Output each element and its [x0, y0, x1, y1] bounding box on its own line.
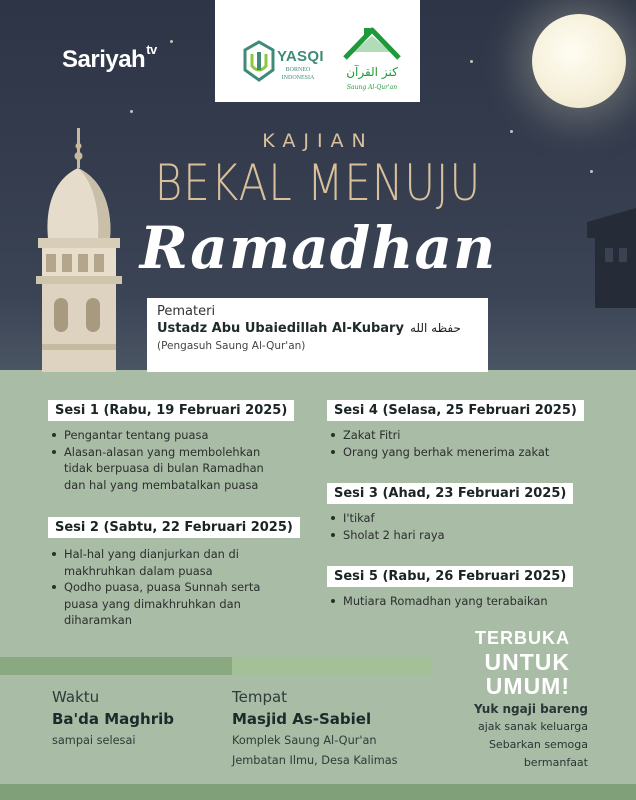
list-item: Mutiara Romadhan yang terabaikan — [327, 593, 597, 610]
star-icon — [470, 60, 473, 63]
session-1-title: Sesi 1 (Rabu, 19 Februari 2025) — [48, 400, 294, 421]
speaker-name-row — [157, 321, 478, 336]
session-5 — [327, 565, 597, 610]
event-title-line2: Ramadhan — [139, 214, 497, 282]
place-address-1: Komplek Saung Al-Qur'an — [232, 734, 377, 747]
list-item: Alasan-alasan yang membolehkan — [48, 444, 318, 461]
session-4-topics — [327, 427, 597, 460]
list-item-continuation: dan hal yang membatalkan puasa — [64, 477, 259, 492]
session-1 — [48, 399, 318, 493]
session-3-topics — [327, 510, 597, 543]
footer-band — [0, 657, 432, 675]
list-item-continuation: tidak berpuasa di bulan Ramadhan — [64, 461, 264, 475]
bottom-band — [0, 784, 636, 800]
event-kicker: KAJIAN — [262, 130, 374, 152]
saung-alquran-logo-icon — [339, 24, 405, 96]
speaker-honorific: حفظه الله — [409, 321, 461, 335]
session-2-topics — [48, 546, 318, 629]
invite-line4: bermanfaat — [523, 756, 588, 769]
invite-line3: Sebarkan semoga — [488, 738, 588, 751]
partner-logos — [215, 0, 420, 102]
invite-line1: Yuk ngaji bareng — [473, 702, 588, 716]
session-3 — [327, 482, 597, 543]
saung-arabic-text: كنز القرآن — [346, 65, 398, 79]
star-icon — [130, 110, 133, 113]
yasqi-name: YASQI — [277, 48, 324, 65]
star-icon — [170, 40, 173, 43]
footer-band-highlight — [232, 657, 432, 675]
invitation-text — [420, 700, 588, 772]
list-item-continuation: makhruhkan dalam puasa — [64, 563, 213, 578]
open-public-line2: UNTUK — [484, 649, 570, 675]
speaker-name: Ustadz Abu Ubaiedillah Al-Kubary — [157, 321, 404, 336]
session-5-title: Sesi 5 (Rabu, 26 Februari 2025) — [327, 566, 573, 587]
list-item: Pengantar tentang puasa — [48, 427, 318, 444]
list-item: Hal-hal yang dianjurkan dan di — [48, 546, 318, 563]
speaker-role: (Pengasuh Saung Al-Qur'an) — [157, 340, 306, 352]
time-note: sampai selesai — [52, 734, 136, 747]
session-2 — [48, 516, 318, 629]
time-value: Ba'da Maghrib — [52, 710, 174, 728]
open-public-line1: TERBUKA — [475, 628, 570, 648]
yasqi-emblem-icon — [243, 40, 275, 82]
session-4-title: Sesi 4 (Selasa, 25 Februari 2025) — [327, 400, 584, 421]
event-title-line1: BEKAL MENUJU — [154, 154, 482, 212]
open-public-banner — [440, 626, 632, 698]
session-5-topics — [327, 593, 597, 610]
list-item: I'tikaf — [327, 510, 597, 527]
place-address-2: Jembatan Ilmu, Desa Kalimas — [232, 754, 398, 767]
list-item: Zakat Fitri — [327, 427, 597, 444]
speaker-card — [147, 298, 488, 372]
time-label: Waktu — [52, 688, 100, 706]
session-3-title: Sesi 3 (Ahad, 23 Februari 2025) — [327, 483, 573, 504]
list-item: Orang yang berhak menerima zakat — [327, 444, 597, 461]
list-item: Qodho puasa, puasa Sunnah serta — [48, 579, 318, 596]
session-1-topics — [48, 427, 318, 493]
place-value: Masjid As-Sabiel — [232, 710, 372, 728]
moon-icon — [532, 14, 626, 108]
session-4 — [327, 399, 597, 460]
list-item: Sholat 2 hari raya — [327, 527, 597, 544]
session-2-title: Sesi 2 (Sabtu, 22 Februari 2025) — [48, 517, 300, 538]
speaker-label: Pemateri — [157, 304, 216, 319]
list-item-continuation: puasa yang dimakhruhkan dan — [64, 596, 241, 611]
place-label: Tempat — [232, 688, 288, 706]
yasqi-subtitle: BORNEO INDONESIA — [281, 67, 315, 81]
list-item-continuation: diharamkan — [64, 613, 132, 627]
open-public-line3: UMUM! — [485, 673, 570, 699]
brand-logo: Sariyah$^{tv}$ — [62, 42, 157, 73]
invite-line2: ajak sanak keluarga — [477, 720, 588, 733]
saung-caption: Saung Al-Qur'an — [346, 84, 398, 91]
